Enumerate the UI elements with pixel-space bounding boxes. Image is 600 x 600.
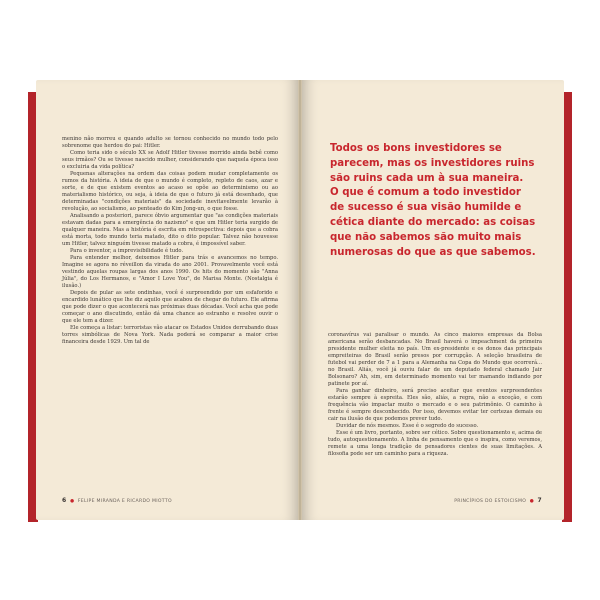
right-paragraph: coronavírus vai paralisar o mundo. As cinco maiores empresas da Bolsa americana serão desbancadas. No Brasil haverá o impeachment da primeira presidente mulher eleita no país. Um ex-presidente e os donos das principais empreiteiras do Brasil serão presos por corrupção. A seleção brasileira de futebol vai perder de 7 a 1 para a Alemanha na Copa do Mundo que ocorrerá... no Brasil. Aliás, você já ouviu falar de um deputado federal chamado Jair Bolsonaro? Ah, sim, em determinado momento vai ter mamando indiando por patinete por aí.: [328, 332, 542, 387]
right-paragraph: Duvidar de nós mesmos. Esse é o segredo do sucesso.: [336, 423, 479, 429]
running-head: FELIPE MIRANDA E RICARDO MIOTTO: [77, 499, 172, 504]
open-book: [28, 70, 572, 530]
left-paragraph: Analisando a posteriori, parece óbvio argumentar que "as condições materiais estavam dadas para a emergência do nazismo" e que um Hitler teria surgido de qualquer maneira. Mas a história é escrita em retrospectiva: depois que a cobra está morta, todo mundo teria matado, dito o dito popular. Talvez não houvesse um Hitler, talvez ninguém tivesse matado a cobra, é impossível saber.: [62, 213, 278, 247]
pull-quote-line: numerosas do que as que sabemos.: [330, 246, 536, 258]
left-paragraph: menino não morreu e quando adulto se tornou conhecido no mundo todo pelo sobrenome que herdou do pai: Hitler.: [62, 136, 278, 149]
pull-quote-line: cética diante do mercado: as coisas: [330, 216, 536, 228]
left-paragraph: Pequenas alterações na ordem das coisas podem mudar completamente os rumos da história. A ideia de que o mundo é completo, repleto de caos, azar e sorte, e de que existem eventos ao acaso se opõe ao determinismo ou ao materialismo histórico, ou seja, à ideia de que o futuro já está desenhado, que determinadas "condições materiais" da sociedade inevitavelmente levarão à revolução, ao socialismo, ao penteado do Kim Jong-un, o que fosse.: [62, 171, 278, 212]
pull-quote-line: parecem, mas os investidores ruins: [330, 157, 535, 169]
right-page-footer: [454, 497, 542, 504]
left-paragraph: Para entender melhor, deixemos Hitler para trás e avancemos no tempo. Imagine se agora no réveillon da virada do ano 2001. Provavelmente você está vestindo aquelas roupas largas dos anos 1990. Os hits do momento são "Anna Júlia", do Los Hermanos, e "Amor I Love You", de Marisa Monte. (Nostalgia é ilusão.): [62, 255, 278, 289]
right-paragraph: Esse é um livro, portanto, sobre ser cético. Sobre questionamento e, acima de tudo, autoquestionamento. A linha de pensamento que o inspira, como veremos, remete a uma longa tradição de pensadores cientes de suas limitações. A filosofia pode ser um caminho para a riqueza.: [328, 430, 542, 457]
page-number: 7: [537, 497, 542, 504]
right-page-body: [328, 332, 542, 458]
pull-quote-line: que não sabemos são muito mais: [330, 231, 522, 243]
page-number: 6: [62, 497, 67, 504]
right-page: [302, 80, 564, 520]
left-page: [36, 80, 298, 520]
left-page-footer: [62, 497, 172, 504]
pull-quote-line: são ruins cada um à sua maneira.: [330, 172, 524, 184]
running-head: PRINCÍPIOS DO ESTOICISMO: [454, 499, 527, 504]
pull-quote-line: Todos os bons investidores se: [330, 143, 502, 154]
right-paragraph: Para ganhar dinheiro, será preciso aceitar que eventos surpreendentes estarão sempre à espreita. Eles são, aliás, a regra, não a exceção, e com frequência vão impactar muito o mercado e o seu patrimônio. O caminho à frente é sempre desconhecido. Por isso, devemos evitar ter certezas demais ou cair na ilusão de que podemos prever tudo.: [328, 388, 542, 422]
left-paragraph: Depois de pular as sete ondinhas, você é surpreendido por um esfaforido e encardido lunático que lhe diz aquilo que acabou de chegar do futuro. Ele afirma que pode dizer o que acontecerá nas próximas duas décadas. Você acha que pode começar o ano discutindo, então dá uma chance ao estranho e resolve ouvir o que ele tem a dizer.: [62, 290, 278, 324]
left-paragraph: Para o inventor, a imprevisibilidade é tudo.: [70, 248, 184, 254]
pull-quote: [330, 142, 542, 260]
pull-quote-line: O que é comum a todo investidor: [330, 187, 521, 199]
footer-separator-icon: ●: [68, 499, 77, 504]
footer-separator-icon: ●: [527, 499, 536, 504]
pull-quote-line: de sucesso é sua visão humilde e: [330, 202, 522, 214]
left-page-body: [62, 136, 278, 346]
left-paragraph: Como teria sido o século XX se Adolf Hitler tivesse morrido ainda bebê como seus irmãos? Ou se tivesse nascido mulher, considerando que naquela época isso o excluiria da vida política?: [62, 150, 278, 170]
left-paragraph: Ele começa a listar: terroristas vão atacar os Estados Unidos derrubando duas torres simbólicas de Nova York. Nada poderá se comparar a maior crise financeira desde 1929. Um tal de: [62, 325, 278, 345]
